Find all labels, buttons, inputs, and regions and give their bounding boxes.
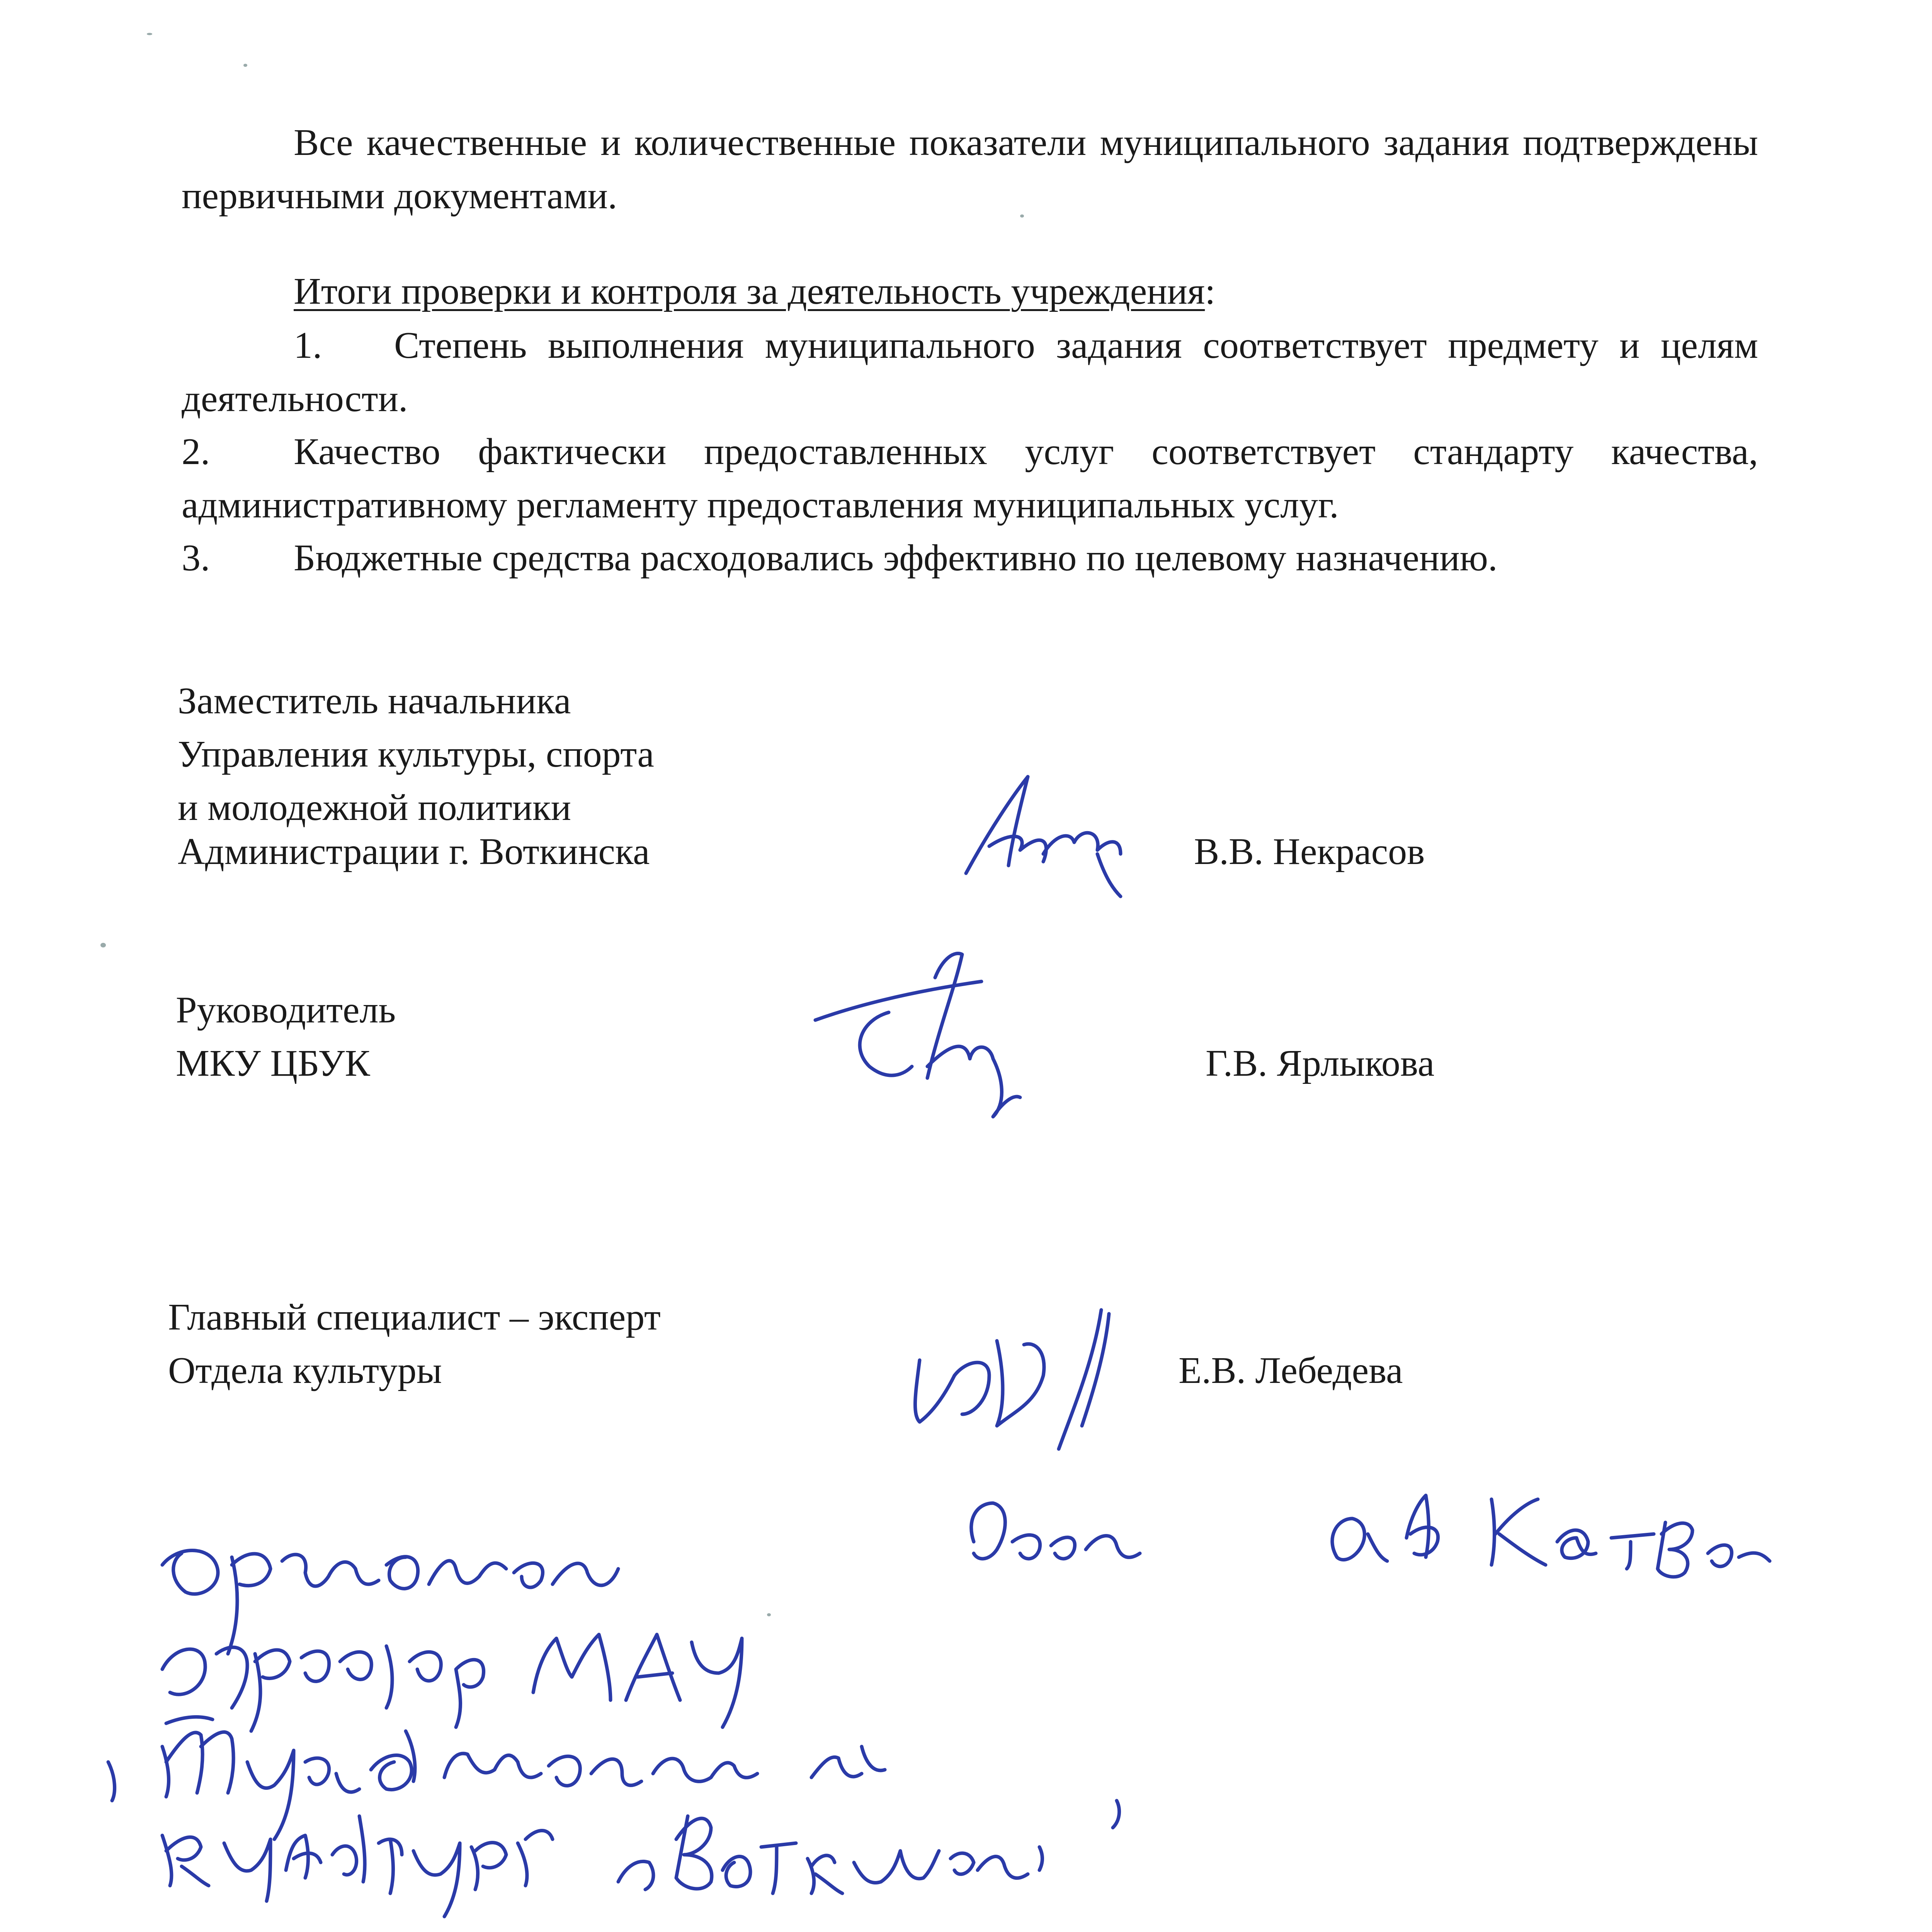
results-heading <box>294 265 1215 318</box>
result-item-1 <box>182 319 1758 425</box>
signatory-2-position-line: МКУ ЦБУК <box>176 1043 370 1084</box>
signatory-1-position-line: и молодежной политики <box>178 787 571 828</box>
result-item-number: 3. <box>182 537 210 579</box>
signature-nekrasov <box>966 777 1121 896</box>
handwritten-acknowledgement-note <box>108 1495 1770 1917</box>
signature-yarlykova <box>815 954 1020 1117</box>
signatory-3-position-line: Главный специалист – эксперт <box>168 1296 661 1338</box>
signatory-1-position-line: Заместитель начальника <box>178 680 571 722</box>
scan-speck <box>100 943 106 947</box>
signatory-2-name: Г.В. Ярлыкова <box>1206 1043 1435 1084</box>
result-item-2 <box>182 425 1758 532</box>
scan-speck <box>147 33 152 35</box>
result-item-3 <box>182 531 1758 585</box>
intro-paragraph <box>182 116 1758 223</box>
results-heading-colon: : <box>1205 270 1216 312</box>
signatory-3-name: Е.В. Лебедева <box>1179 1350 1403 1391</box>
result-item-text: Степень выполнения муниципального задания соответствует предмету и целям деятельности. <box>182 325 1758 420</box>
scan-speck <box>1020 214 1024 218</box>
signatory-3-position-line: Отдела культуры <box>168 1350 442 1391</box>
signatory-1-name: В.В. Некрасов <box>1194 831 1425 872</box>
results-heading-text: Итоги проверки и контроля за деятельность учреждения <box>294 270 1205 312</box>
scan-speck <box>767 1613 771 1616</box>
signatory-2-position-line: Руководитель <box>176 989 396 1031</box>
result-item-number: 2. <box>182 431 210 473</box>
signature-lebedeva <box>915 1310 1109 1449</box>
result-item-text: Качество фактически предоставленных услуг соответствует стандарту качества, административному регламенту предоставления муниципальных услуг. <box>182 431 1758 526</box>
result-item-number: 1. <box>294 325 322 366</box>
scan-speck <box>243 64 247 67</box>
signatory-1-position-line: Управления культуры, спорта <box>178 733 654 775</box>
intro-text: Все качественные и количественные показатели муниципального задания подтверждены первичными документами. <box>182 122 1758 217</box>
result-item-text: Бюджетные средства расходовались эффективно по целевому назначению. <box>294 537 1498 579</box>
signatory-1-position-line: Администрации г. Воткинска <box>178 831 650 872</box>
